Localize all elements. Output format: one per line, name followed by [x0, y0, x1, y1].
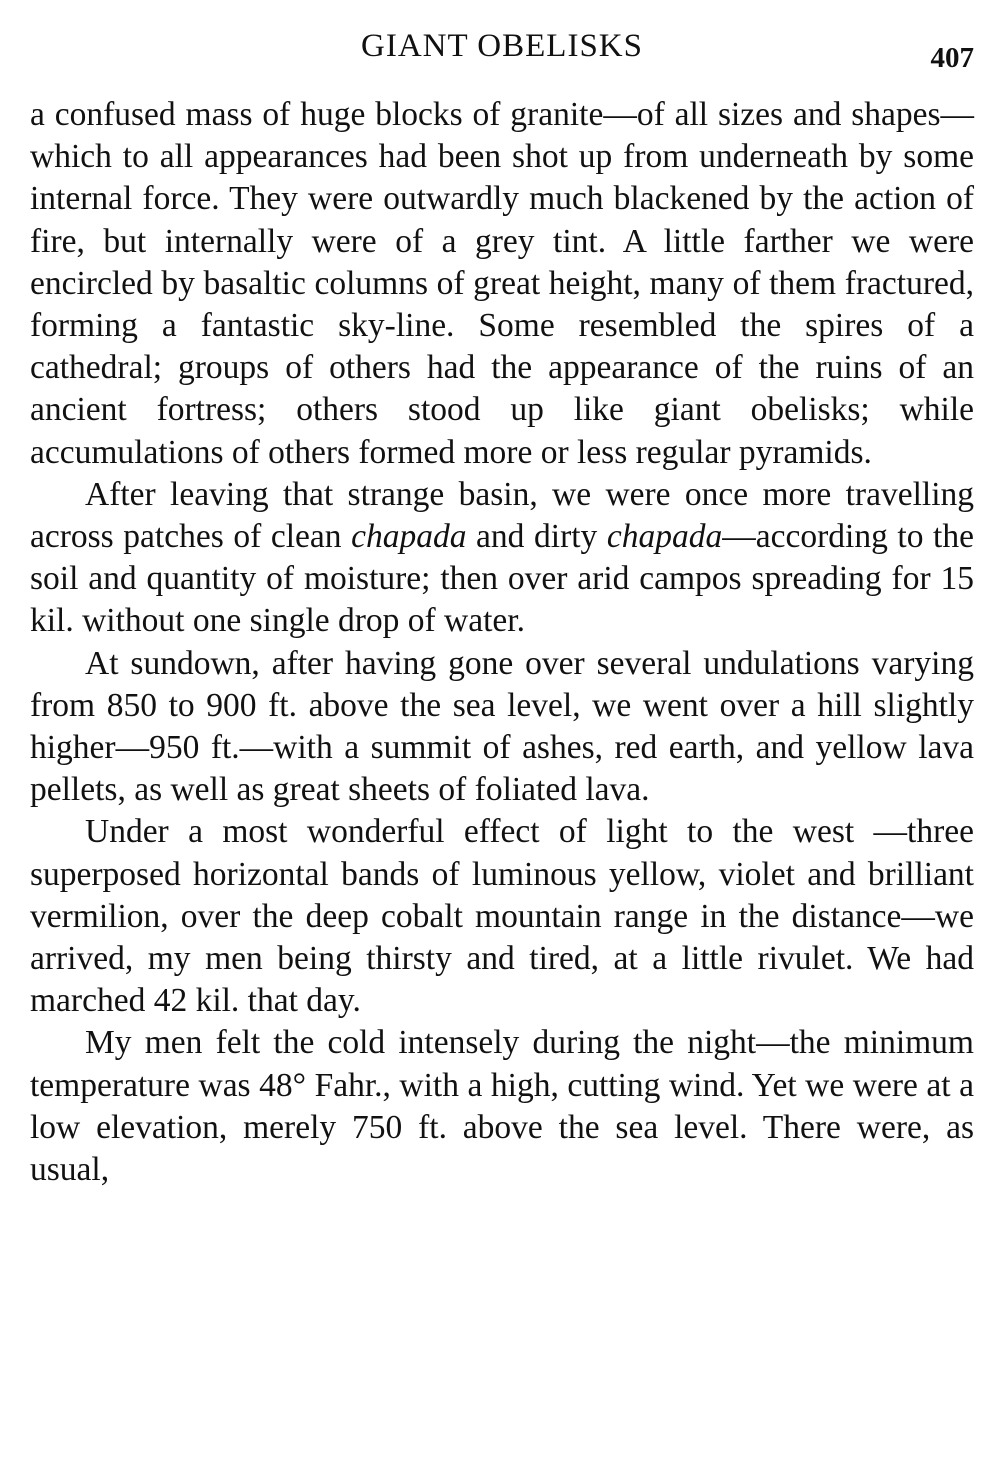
paragraph-2-italic-term: chapada	[606, 518, 723, 556]
paragraph-4	[30, 811, 974, 1022]
paragraph-2-text: and dirty	[466, 518, 607, 556]
paragraph-2-text: —according to the soil and quantity of moisture; then over arid campos spreading for 15 kil. without one single drop of water.	[30, 518, 974, 640]
page-header	[30, 20, 974, 80]
paragraph-2	[30, 474, 974, 643]
paragraph-5-text: My men felt the cold intensely during the night—the minimum temperature was 48° Fahr., with a high, cutting wind. Yet we were at a low elevation, merely 750 ft. above the sea level. There were, as usual,	[30, 1024, 974, 1189]
paragraph-5	[30, 1022, 974, 1191]
paragraph-2-text: After leaving that strange basin, we were once more travelling across patches of clean	[30, 475, 974, 556]
paragraph-1-text: a confused mass of huge blocks of granite—of all sizes and shapes—which to all appearances had been shot up from underneath by some internal force. They were outwardly much blackened by the action of fire, but internally were of a grey tint. A little farther we were encircled by basaltic columns of great height, many of them fractured, forming a fantastic sky-line. Some resembled the spires of a cathedral; groups of others had the appearance of the ruins of an ancient fortress; others stood up like giant obelisks; while accumulations of others formed more or less regular pyramids.	[30, 96, 974, 471]
running-title: GIANT OBELISKS	[361, 28, 643, 64]
paragraph-2-italic-term: chapada	[351, 518, 467, 556]
page-number: 407	[930, 42, 974, 74]
body-text	[30, 94, 974, 1191]
paragraph-4-text: Under a most wonderful effect of light to the west —three superposed horizontal bands of luminous yellow, violet and brilliant vermilion, over the deep cobalt mountain range in the distance—we arrived, my men being thirsty and tired, at a little rivulet. We had marched 42 kil. that day.	[30, 813, 974, 1020]
paragraph-3	[30, 643, 974, 812]
paragraph-1	[30, 94, 974, 474]
book-page	[30, 20, 974, 1191]
paragraph-3-text: At sundown, after having gone over several undulations varying from 850 to 900 ft. above the sea level, we went over a hill slightly higher—950 ft.—with a summit of ashes, red earth, and yellow lava pellets, as well as great sheets of foliated lava.	[30, 644, 974, 809]
